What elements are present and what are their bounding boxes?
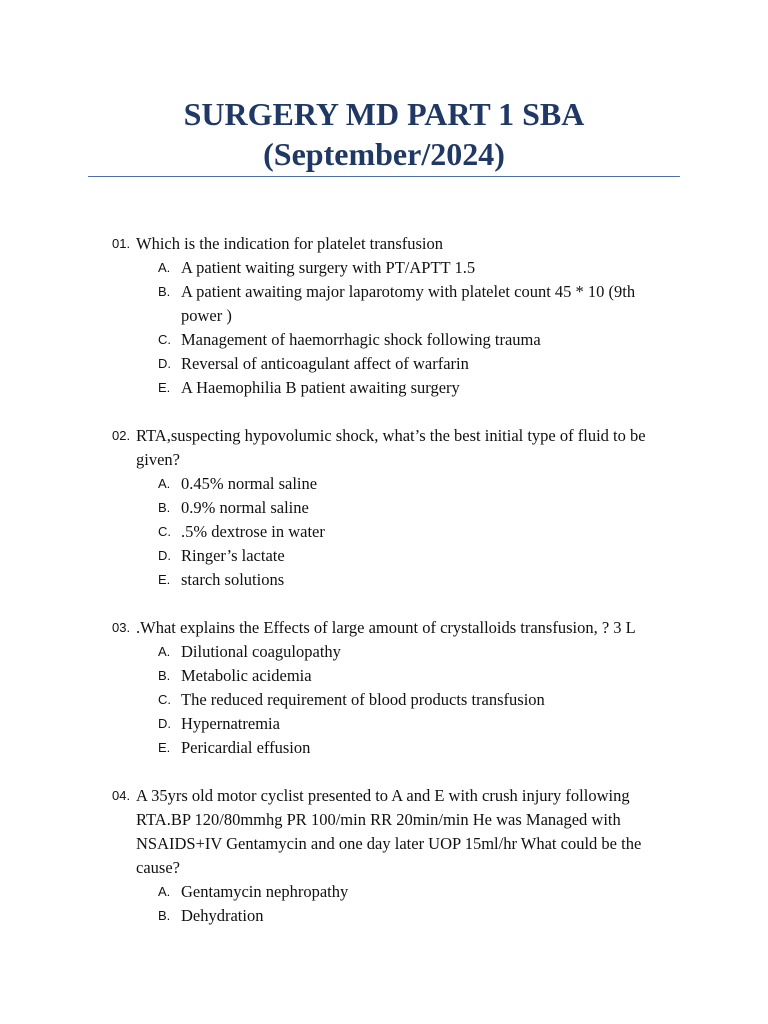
- option-text: Gentamycin nephropathy: [181, 882, 349, 901]
- option-letter: E.: [158, 740, 171, 755]
- option-item: [0, 544, 768, 568]
- option-text: .5% dextrose in water: [181, 522, 325, 541]
- option-letter: B.: [158, 500, 171, 515]
- option-letter: A.: [158, 476, 171, 491]
- option-text: 0.9% normal saline: [181, 498, 309, 517]
- option-text: Hypernatremia: [181, 714, 280, 733]
- option-list: [0, 880, 768, 928]
- option-text: A patient waiting surgery with PT/APTT 1.5: [181, 258, 476, 277]
- question-text: RTA,suspecting hypovolumic shock, what’s the best initial type of fluid to be given?: [136, 426, 646, 469]
- question-list: [0, 232, 768, 952]
- option-text: Ringer’s lactate: [181, 546, 285, 565]
- question-3: [0, 616, 768, 760]
- option-letter: C.: [158, 524, 171, 539]
- option-item: [0, 256, 768, 280]
- option-item: [0, 640, 768, 664]
- question-number: 01.: [112, 236, 131, 251]
- option-item: [0, 664, 768, 688]
- option-letter: C.: [158, 332, 171, 347]
- option-text: Pericardial effusion: [181, 738, 311, 757]
- option-text: 0.45% normal saline: [181, 474, 318, 493]
- option-item: [0, 280, 768, 328]
- option-letter: B.: [158, 668, 171, 683]
- option-item: [0, 904, 768, 928]
- option-item: [0, 520, 768, 544]
- option-item: [0, 328, 768, 352]
- option-letter: D.: [158, 548, 171, 563]
- option-item: [0, 472, 768, 496]
- option-text: A Haemophilia B patient awaiting surgery: [181, 378, 460, 397]
- option-text: The reduced requirement of blood products transfusion: [181, 690, 545, 709]
- option-letter: A.: [158, 260, 171, 275]
- option-letter: A.: [158, 644, 171, 659]
- option-item: [0, 352, 768, 376]
- page-subtitle: (September/2024): [263, 136, 505, 172]
- option-item: [0, 376, 768, 400]
- option-letter: E.: [158, 380, 171, 395]
- option-item: [0, 688, 768, 712]
- option-letter: E.: [158, 572, 171, 587]
- question-number: 04.: [112, 788, 131, 803]
- option-letter: D.: [158, 716, 171, 731]
- question-text: .What explains the Effects of large amount of crystalloids transfusion, ? 3 L: [136, 618, 636, 637]
- option-letter: C.: [158, 692, 171, 707]
- option-text: Management of haemorrhagic shock following trauma: [181, 330, 541, 349]
- option-text: Metabolic acidemia: [181, 666, 312, 685]
- question-text: A 35yrs old motor cyclist presented to A and E with crush injury following RTA.BP 120/80mmhg PR 100/min RR 20min/min He was Managed with NSAIDS+IV Gentamycin and one day later UOP 15ml/hr What could be the cause?: [136, 786, 642, 877]
- option-letter: B.: [158, 284, 171, 299]
- option-item: [0, 880, 768, 904]
- page-title: SURGERY MD PART 1 SBA: [183, 96, 585, 132]
- option-item: [0, 568, 768, 592]
- question-4: [0, 784, 768, 928]
- option-text: A patient awaiting major laparotomy with platelet count 45 * 10 (9th power ): [181, 282, 636, 325]
- title-divider: [88, 176, 680, 177]
- option-letter: A.: [158, 884, 171, 899]
- option-item: [0, 736, 768, 760]
- option-list: [0, 256, 768, 400]
- option-item: [0, 712, 768, 736]
- option-list: [0, 640, 768, 760]
- question-text: Which is the indication for platelet transfusion: [136, 234, 443, 253]
- option-text: Dilutional coagulopathy: [181, 642, 341, 661]
- question-2: [0, 424, 768, 592]
- option-text: starch solutions: [181, 570, 285, 589]
- question-1: [0, 232, 768, 400]
- option-list: [0, 472, 768, 592]
- option-letter: B.: [158, 908, 171, 923]
- option-item: [0, 496, 768, 520]
- option-text: Dehydration: [181, 906, 264, 925]
- question-number: 02.: [112, 428, 131, 443]
- option-text: Reversal of anticoagulant affect of warfarin: [181, 354, 469, 373]
- option-letter: D.: [158, 356, 171, 371]
- question-number: 03.: [112, 620, 131, 635]
